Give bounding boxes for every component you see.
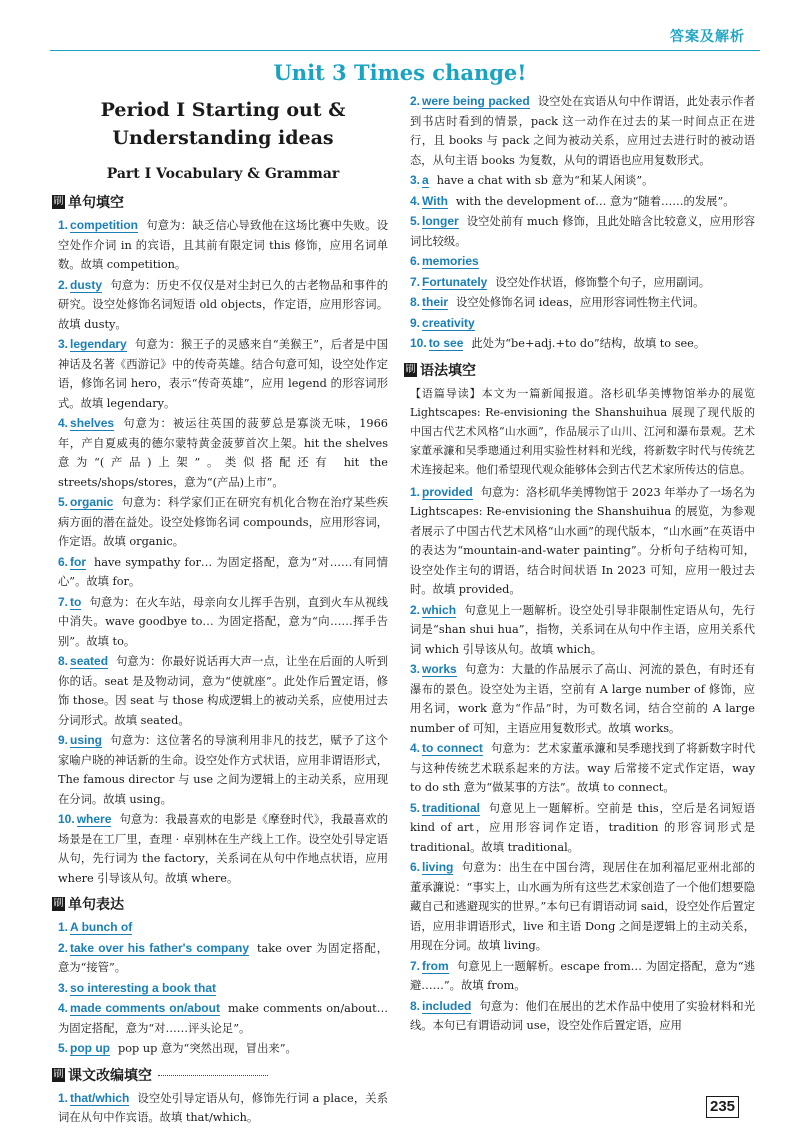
item-number: 4. [410, 741, 421, 755]
answer-item [58, 1089, 388, 1128]
item-number: 3. [410, 662, 421, 676]
item-number: 3. [58, 337, 69, 351]
answer-text: to connect [422, 741, 483, 755]
answer-item [410, 293, 755, 313]
answer-text: take over his father's company [70, 940, 250, 955]
item-number: 6. [410, 860, 421, 874]
answer-item [410, 334, 755, 354]
answer-item [410, 212, 755, 251]
item-number: 5. [410, 800, 421, 815]
answer-text: dusty [70, 277, 103, 292]
answer-item [410, 858, 755, 956]
answer-text: so interesting a book that [70, 980, 217, 995]
answer-text: using [70, 733, 103, 747]
item-number: 4. [410, 193, 421, 208]
section-grammar-fill-list [410, 483, 755, 1036]
section-header-grammar-fill [404, 360, 755, 380]
answer-text: seated [70, 654, 109, 668]
item-number: 8. [410, 998, 421, 1013]
item-number: 10. [58, 812, 75, 826]
brush-icon: 刷 [405, 363, 416, 375]
answer-text: for [70, 554, 87, 569]
explanation-text: 句意为：科学家们正在研究有机化合物在治疗某些疾病方面的潜在益处。设空处修饰名词 compounds，应用形容词，作定语。故填 organic。 [58, 496, 388, 548]
section-header-sentence-expression [52, 894, 388, 914]
section-header-sentence-fill [52, 192, 388, 212]
answer-item [410, 192, 755, 212]
answer-item [58, 1039, 388, 1059]
period-title [58, 96, 388, 152]
item-number: 10. [410, 336, 427, 350]
explanation-text: 句意为：猴王子的灵感来自“美猴王”，后者是中国神话及名著《西游记》中的传奇英雄。结合句意可知，设空处作定语，修饰名词 hero，表示“传奇英雄”，应用 legend 的形容词形式。故填 legendary。 [58, 338, 388, 410]
part-title: Part Ⅰ Vocabulary & Grammar [106, 166, 340, 182]
explanation-text: 句意为：他们在展出的艺术作品中使用了实验材料和光线。本句已有谓语动词 use，设空处作后置定语，应用 [410, 999, 755, 1032]
explanation-text: 句意为：缺乏信心导致他在这场比赛中失败。设空处作介词 in 的宾语，且其前有限定词 this 修饰，应用名词单数。故填 competition。 [58, 219, 388, 271]
answer-item [58, 810, 388, 888]
brush-icon: 刷 [53, 196, 64, 207]
answer-text: from [422, 958, 449, 973]
answer-item [58, 999, 388, 1038]
right-column [405, 92, 755, 1037]
item-number: 7. [410, 958, 421, 973]
section-title: 语法填空 [420, 362, 476, 379]
item-number: 1. [58, 1090, 69, 1105]
explanation-text: with the development of… 意为“随着……的发展”。 [455, 194, 735, 208]
answer-text: where [76, 812, 112, 826]
explanation-text: have sympathy for… 为固定搭配，意为“对……有同情心”。故填 for。 [58, 555, 388, 588]
explanation-text: 设空处作状语，修饰整个句子，应用副词。 [495, 275, 711, 289]
item-number: 2. [410, 602, 421, 617]
explanation-text: make comments on/about… 为固定搭配，意为“对……评头论足”。 [58, 1002, 389, 1035]
answer-text: A bunch of [70, 920, 133, 934]
answer-item [58, 652, 388, 730]
section-sentence-fill-list [58, 216, 388, 888]
explanation-text: 句意为：出生在中国台湾，现居住在加利福尼亚州北部的董承濂说：“事实上，山水画为所有这些艺术家创造了一个他们想要隐藏自己和逃避现实的世界。”本句已有谓语动词 said，设空处作后置定语，应用非谓语形式，live 和主语 Dong 之间是逻辑上的主动关系，用现在分词。故填 living。 [410, 861, 755, 952]
period-title-line1: Period Ⅰ Starting out & [100, 99, 346, 121]
answer-item [410, 601, 755, 660]
answer-text: to [70, 594, 82, 609]
dotted-rule [158, 1074, 268, 1076]
explanation-text: 设空处修饰名词 ideas，应用形容词性物主代词。 [456, 296, 705, 309]
page-header [0, 0, 800, 52]
explanation-text: 句意为：被运往英国的菠萝总是寡淡无味，1966 年，产自夏威夷的德尔蒙特黄金菠萝首次上架。hit the shelves 意为“(产品)上架”。类似搭配还有 hit the streets/shops/stores，意为“(产品)上市”。 [58, 417, 388, 489]
item-number: 6. [410, 254, 421, 268]
answer-text: Fortunately [422, 274, 488, 289]
item-number: 2. [58, 940, 69, 955]
explanation-text: 设空处前有 much 修饰，且此处暗含比较意义，应用形容词比较级。 [410, 215, 755, 248]
passage-guide: 【语篇导读】本文为一篇新闻报道。洛杉矶华美博物馆举办的展览 Lightscapes: Re-envisioning the Shanshuihua 展现了现代版的中国古代艺术风格“山水画”，作品展示了山川、江河和瀑布景观。艺术家董承濂和吴季璁通过利用实验性材料和光线，将新数字时代与传统艺术连接起来。他们希望现代观众能够体会到古代艺术家所传达的信息。 [410, 386, 755, 476]
answer-text: living [422, 860, 454, 874]
answer-text: competition [70, 218, 139, 232]
unit-title: Unit 3 Times change! [273, 60, 527, 85]
answer-item [410, 92, 755, 170]
item-number: 7. [410, 274, 421, 289]
answer-item [410, 273, 755, 293]
item-number: 1. [410, 484, 421, 499]
answer-text: memories [422, 254, 479, 268]
explanation-text: 句意为：在火车站，母亲向女儿挥手告别，直到火车从视线中消失。wave goodbye to… 为固定搭配，意为“向……挥手告别”。故填 to。 [58, 595, 388, 648]
answer-item [410, 799, 755, 858]
explanation-text: 句意为：你最好说话再大声一点，让坐在后面的人听到你的话。seat 是及物动词，意为“使就座”。此处作后置定语，修饰 those。因 seat 与 those 构成逻辑上的被动关系，应使用过去分词形式。故填 seated。 [58, 655, 388, 727]
answer-text: creativity [422, 315, 475, 330]
answer-item [410, 660, 755, 738]
explanation-text: pop up 意为“突然出现，冒出来”。 [118, 1042, 297, 1055]
left-column [53, 92, 389, 1129]
item-number: 3. [410, 173, 421, 187]
answer-item [58, 731, 388, 809]
item-number: 8. [410, 295, 421, 309]
answer-text: works [422, 662, 457, 676]
answer-text: shelves [70, 416, 115, 430]
explanation-text: take over 为固定搭配，意为“接管”。 [58, 941, 389, 974]
header-rule [50, 50, 760, 51]
explanation-text: 句意为：大量的作品展示了高山、河流的景色，有时还有瀑布的景色。设空处为主语，空前有 A large number of 修饰，应用名词，work 意为“作品”时，为可数名词，结合空前的 A large number of 可知，主语应用复数形式。故填 works。 [410, 663, 755, 735]
item-number: 9. [410, 315, 421, 330]
answer-text: longer [422, 214, 459, 228]
period-title-line2: Understanding ideas [112, 127, 334, 149]
brush-icon: 刷 [53, 1068, 64, 1080]
section-title: 课文改编填空 [68, 1067, 152, 1084]
item-number: 5. [58, 495, 69, 509]
brush-icon: 刷 [53, 898, 64, 909]
explanation-text: 句意见上一题解析。空前是 this，空后是名词短语 kind of art，应用形容词作定语，tradition 的形容词形式是 traditional。故填 traditional。 [410, 801, 755, 854]
answer-text: their [422, 295, 449, 309]
answer-item [410, 957, 755, 996]
answer-item [58, 335, 388, 413]
answer-text: to see [428, 336, 464, 350]
item-number: 4. [58, 1001, 69, 1015]
section-text-adaptation-list-right [410, 92, 755, 354]
explanation-text: 句意见上一题解析。escape from… 为固定搭配，意为“逃避……”。故填 from。 [410, 959, 755, 992]
explanation-text: 此处为“be+adj.+to do”结构，故填 to see。 [471, 337, 706, 350]
answer-text: made comments on/about [70, 1001, 220, 1015]
explanation-text: 句意为：历史不仅仅是对尘封已久的古老物品和事件的研究。设空处修饰名词短语 old objects，作定语，应用形容词。故填 dusty。 [58, 278, 388, 331]
answer-analysis-badge: 答案及解析 [670, 29, 745, 45]
explanation-text: 句意为：这位著名的导演利用非凡的技艺，赋予了这个家喻户晓的神话新的生命。设空处作方式状语，应用非谓语形式，The famous director 与 use 之间为逻辑上的主动关系，应用现在分词。故填 using。 [58, 734, 388, 806]
explanation-text: 设空处引导定语从句，修饰先行词 a place，关系词在从句中作宾语。故填 that/which。 [58, 1091, 388, 1124]
item-number: 2. [58, 277, 69, 292]
item-number: 5. [58, 1041, 69, 1055]
answer-item [58, 939, 388, 978]
answer-item [410, 997, 755, 1036]
item-number: 4. [58, 416, 69, 430]
answer-text: traditional [422, 800, 481, 815]
answer-item [410, 314, 755, 334]
item-number: 2. [410, 94, 421, 108]
answer-text: legendary [70, 337, 127, 351]
answer-item [58, 593, 388, 652]
answer-item [58, 276, 388, 335]
answer-item [410, 739, 755, 798]
answer-item [58, 979, 388, 999]
explanation-text: 句意为：我最喜欢的电影是《摩登时代》，我最喜欢的场景是在工厂里，查理 · 卓别林在生产线上工作。设空处引导定语从句，先行词为 the factory，关系词在从句中作地点状语，应用 where 引导该从句。故填 where。 [58, 813, 388, 885]
explanation-text: 句意见上一题解析。设空处引导非限制性定语从句，先行词是“shan shui hua”，指物，关系词在从句中作主语，应用关系代词 which 引导该从句。故填 which。 [410, 603, 755, 656]
item-number: 1. [58, 920, 69, 934]
page-number: 235 [706, 1096, 739, 1118]
answer-item [58, 918, 388, 938]
item-number: 6. [58, 554, 69, 569]
item-number: 3. [58, 980, 69, 995]
answer-text: included [422, 998, 472, 1013]
section-sentence-expression-list [58, 918, 388, 1059]
explanation-text: 句意为：洛杉矶华美博物馆于 2023 年举办了一场名为 Lightscapes: Re-envisioning the Shanshuihua 的展览，为参观者展示了中国古代艺术风格“山水画”的现代版本，“山水画”在英语中的表达为“mountain-and-water painting”。分析句子结构可知，设空处作主句的谓语，结合时间状语 In 2023 可知，应用一般过去时。故填 provided。 [410, 485, 755, 596]
answer-text: were being packed [422, 94, 530, 108]
explanation-text: have a chat with sb 意为“和某人闲谈”。 [436, 174, 654, 187]
answer-item [410, 483, 755, 600]
answer-item [58, 414, 388, 492]
item-number: 1. [58, 218, 69, 232]
item-number: 9. [58, 733, 69, 747]
item-number: 7. [58, 594, 69, 609]
answer-item [410, 171, 755, 191]
section-text-adaptation-list-left [58, 1089, 388, 1128]
item-number: 5. [410, 214, 421, 228]
section-header-text-adaptation [52, 1065, 388, 1085]
answer-item [410, 252, 755, 272]
item-number: 8. [58, 654, 69, 668]
answer-item [58, 553, 388, 592]
answer-text: organic [70, 495, 114, 509]
answer-text: pop up [70, 1041, 110, 1055]
section-title: 单句表达 [68, 897, 124, 913]
answer-item [58, 493, 388, 552]
answer-text: a [422, 173, 429, 187]
answer-text: which [422, 602, 457, 617]
answer-text: that/which [70, 1090, 130, 1105]
section-title: 单句填空 [68, 195, 124, 211]
explanation-text: 设空处在宾语从句中作谓语，此处表示作者到书店时看到的情景，pack 这一动作在过去的某一时间点正在进行，且 books 与 pack 之间为被动关系，应用过去进行时的被动语态，从句主语 books 为复数，从句的谓语也应用复数形式。 [410, 95, 755, 167]
answer-text: With [422, 193, 448, 208]
answer-item [58, 216, 388, 275]
answer-text: provided [422, 484, 473, 499]
explanation-text: 句意为：艺术家董承濂和吴季璁找到了将新数字时代与这种传统艺术联系起来的方法。way 后常接不定式作定语，way to do sth 意为“做某事的方法”。故填 to connect。 [410, 742, 755, 794]
